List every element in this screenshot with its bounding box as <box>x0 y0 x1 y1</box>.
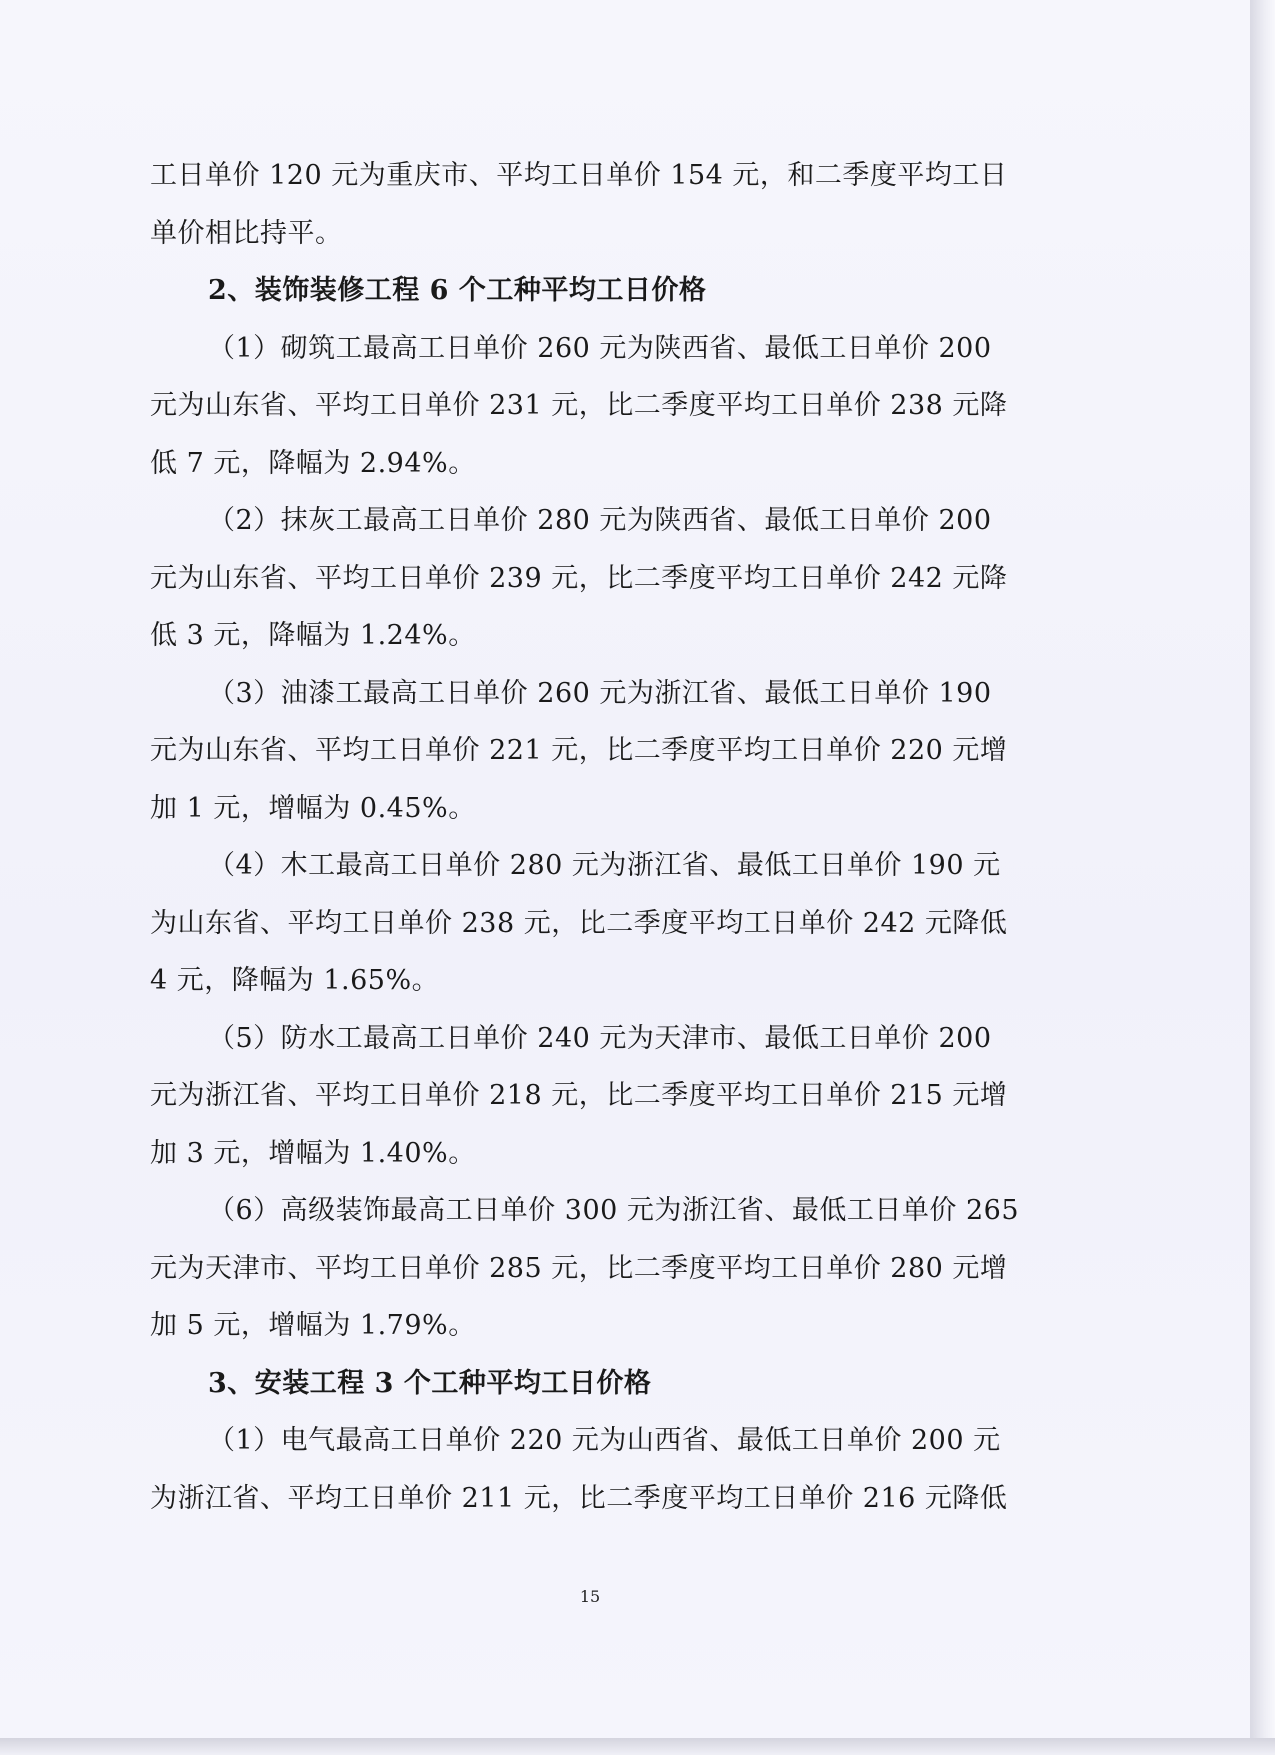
section-heading: 3、安装工程 3 个工种平均工日价格 <box>208 1367 652 1399</box>
paragraph-line: （2）抹灰工最高工日单价 280 元为陕西省、最低工日单价 200 <box>208 505 992 536</box>
document-body <box>150 147 1030 1527</box>
page-edge-bottom <box>0 1738 1275 1755</box>
paragraph-line: （3）油漆工最高工日单价 260 元为浙江省、最低工日单价 190 <box>208 677 992 709</box>
paragraph-line: （6）高级装饰最高工日单价 300 元为浙江省、最低工日单价 265 <box>208 1195 1019 1226</box>
paragraph-line: 加 1 元，增幅为 0.45%。 <box>150 792 476 824</box>
paragraph-line: 为山东省、平均工日单价 238 元，比二季度平均工日单价 242 元降低 <box>150 907 1008 939</box>
paragraph-line: 工日单价 120 元为重庆市、平均工日单价 154 元，和二季度平均工日 <box>150 160 1008 191</box>
paragraph-line: 元为浙江省、平均工日单价 218 元，比二季度平均工日单价 215 元增 <box>150 1080 1008 1111</box>
paragraph-line: （1）砌筑工最高工日单价 260 元为陕西省、最低工日单价 200 <box>208 332 992 364</box>
paragraph-line: 低 7 元，降幅为 2.94%。 <box>150 447 476 479</box>
paragraph-line: 元为山东省、平均工日单价 221 元，比二季度平均工日单价 220 元增 <box>150 735 1008 766</box>
paragraph-line: （1）电气最高工日单价 220 元为山西省、最低工日单价 200 元 <box>208 1425 1001 1456</box>
paragraph-line: （5）防水工最高工日单价 240 元为天津市、最低工日单价 200 <box>208 1022 992 1054</box>
paragraph-line: 加 3 元，增幅为 1.40%。 <box>150 1137 476 1169</box>
paragraph-line: 4 元，降幅为 1.65%。 <box>150 965 440 996</box>
paragraph-line: 元为山东省、平均工日单价 231 元，比二季度平均工日单价 238 元降 <box>150 390 1008 421</box>
paragraph-line: （4）木工最高工日单价 280 元为浙江省、最低工日单价 190 元 <box>208 850 1001 881</box>
paragraph-line: 为浙江省、平均工日单价 211 元，比二季度平均工日单价 216 元降低 <box>150 1482 1008 1514</box>
paragraph-line: 元为天津市、平均工日单价 285 元，比二季度平均工日单价 280 元增 <box>150 1252 1008 1284</box>
paragraph-line: 低 3 元，降幅为 1.24%。 <box>150 620 476 651</box>
section-heading: 2、装饰装修工程 6 个工种平均工日价格 <box>208 275 707 306</box>
page-number: 15 <box>579 1587 601 1606</box>
paragraph-line: 元为山东省、平均工日单价 239 元，比二季度平均工日单价 242 元降 <box>150 562 1008 594</box>
paragraph-line: 加 5 元，增幅为 1.79%。 <box>150 1310 476 1341</box>
page-edge-right <box>1250 0 1275 1755</box>
paragraph-line: 单价相比持平。 <box>150 217 343 249</box>
